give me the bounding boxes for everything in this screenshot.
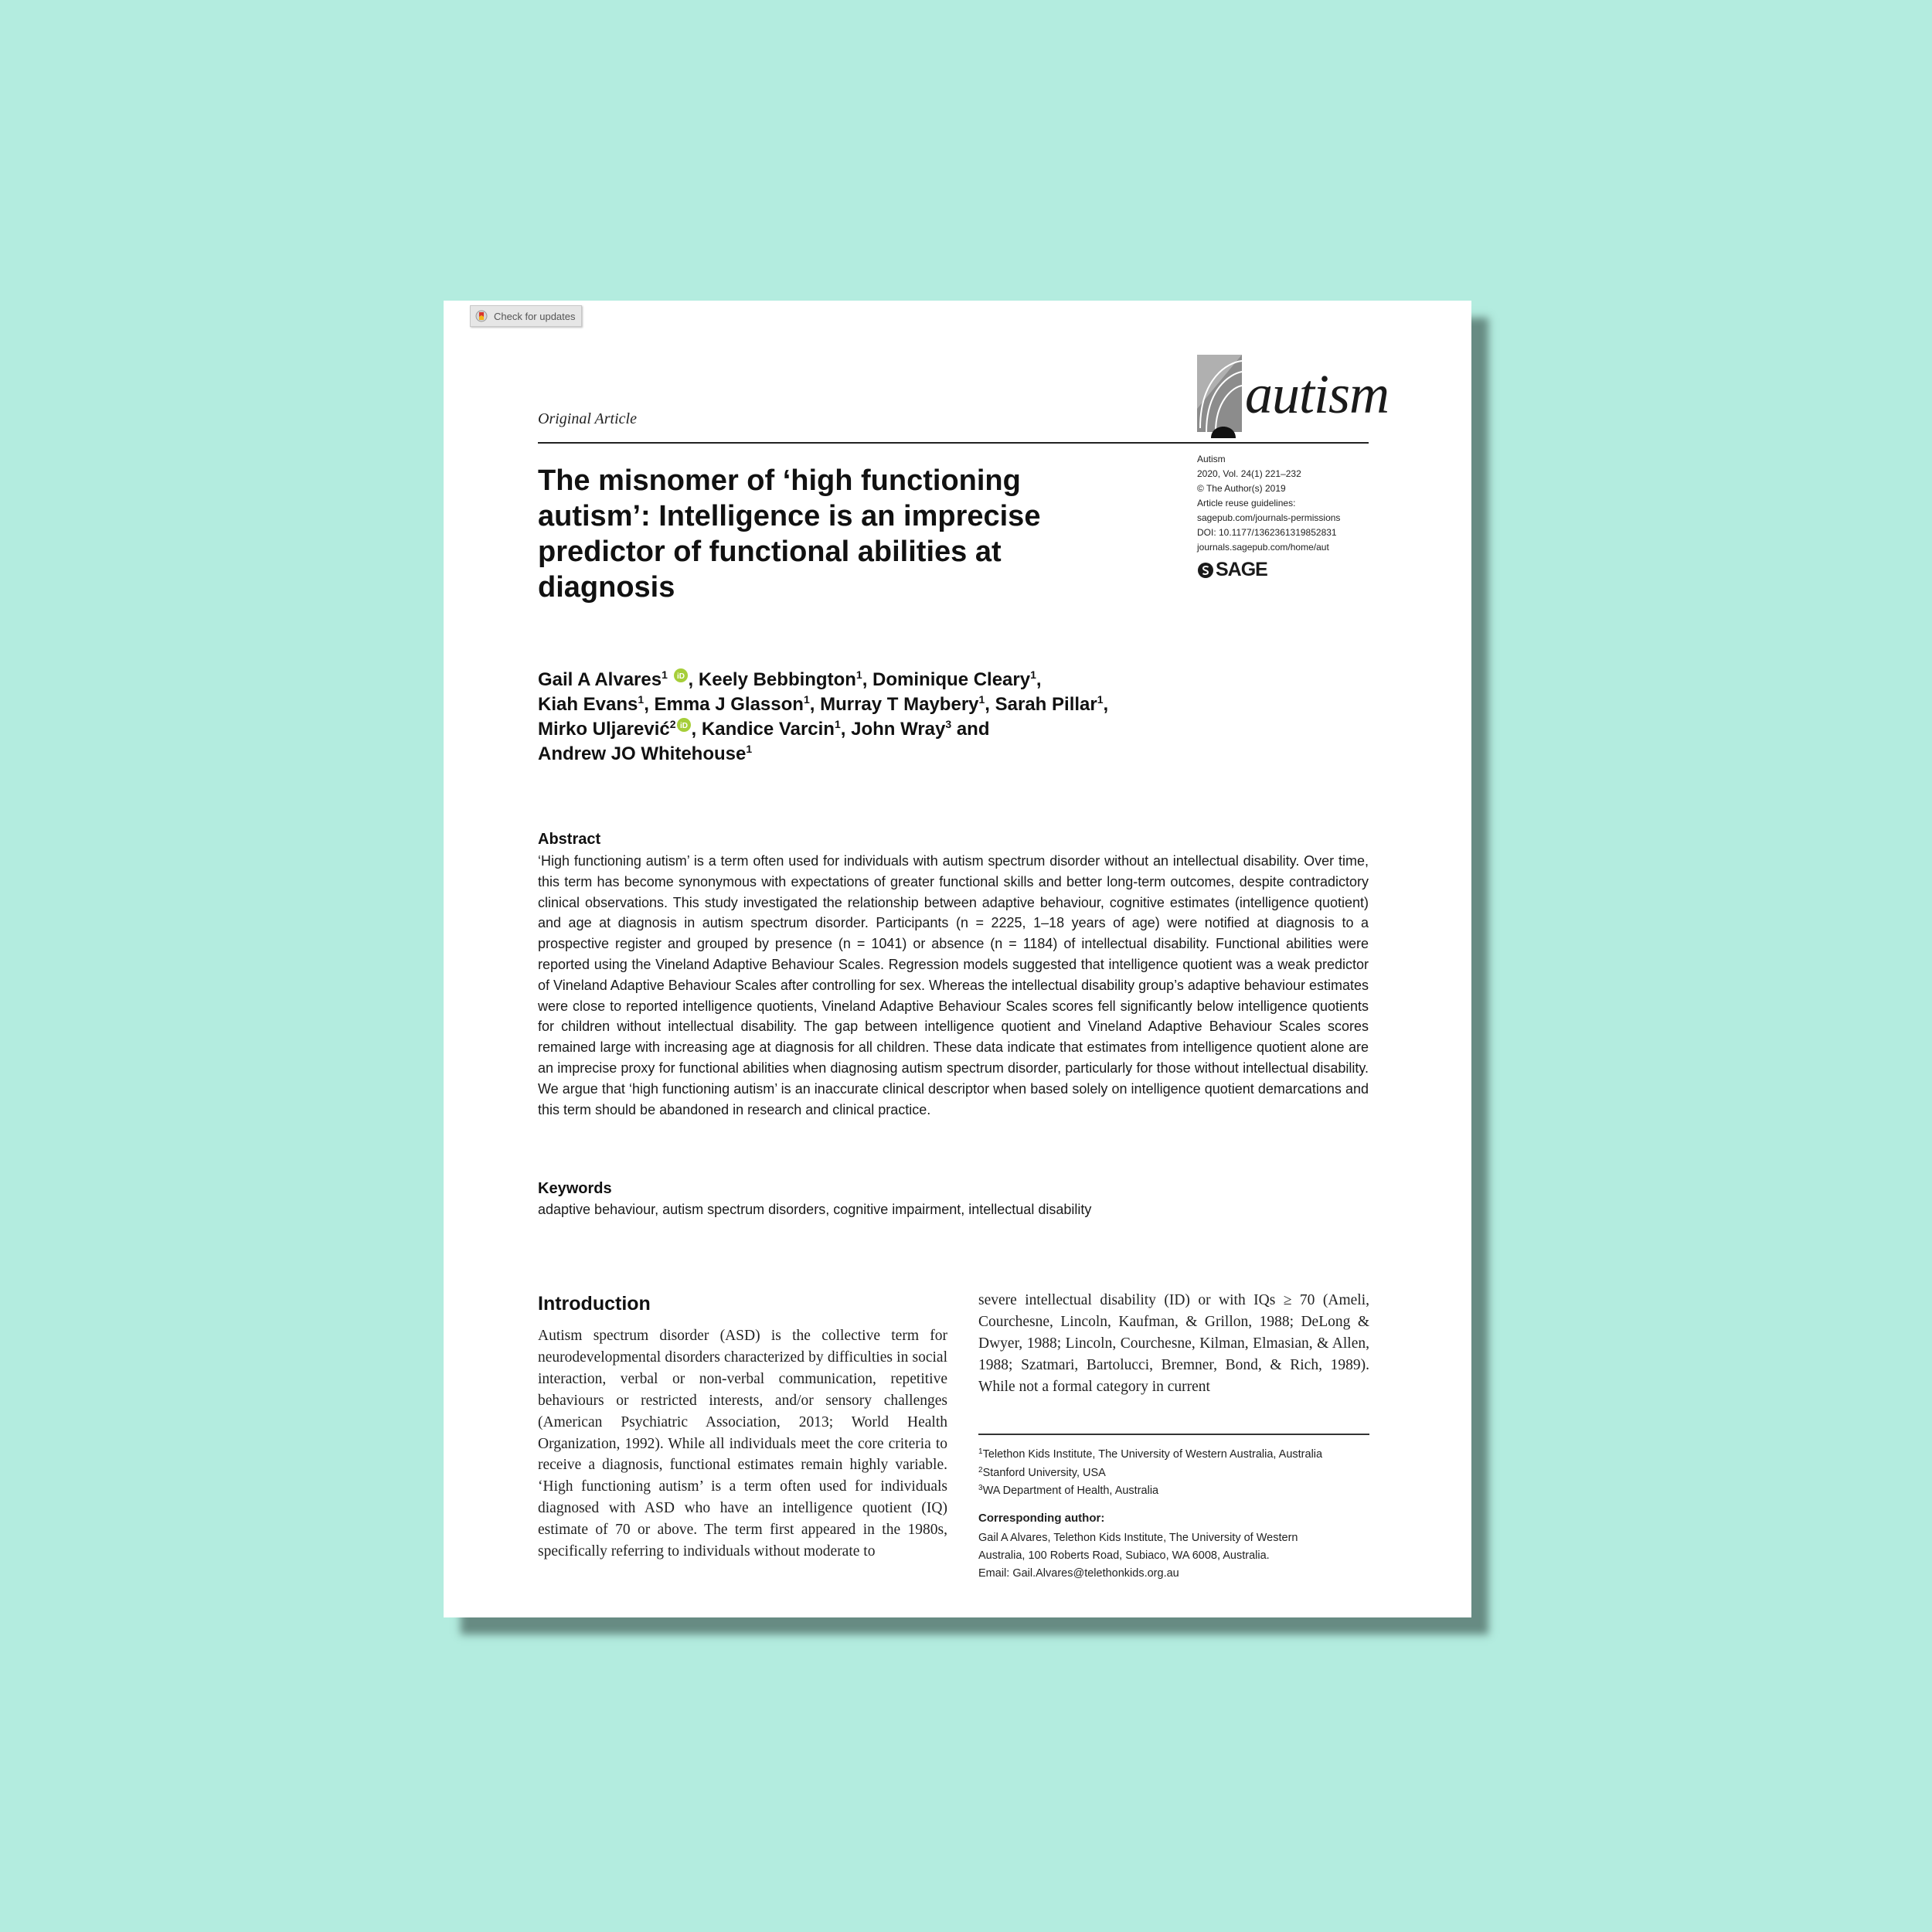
corresponding-author-line: Australia, 100 Roberts Road, Subiaco, WA 6008, Australia. (978, 1549, 1270, 1562)
corresponding-author-heading: Corresponding author: (978, 1512, 1105, 1525)
introduction-column-left: Autism spectrum disorder (ASD) is the collective term for neurodevelopmental disorders characterized by difficulties in social interaction, verbal or non-verbal communication, repetitive behaviours or restricted interests, and/or sensory challenges (American Psychiatric Association, 2013; World Health Organization, 1992). While all individuals meet the core criteria to receive a diagnosis, functional estimates remain highly variable. ‘High functioning autism’ is a term often used for individuals diagnosed with ASD who have an intelligence quotient (IQ) estimate of 70 or above. The term first appeared in the 1980s, specifically referring to individuals without moderate to (538, 1328, 947, 1560)
orcid-icon[interactable] (676, 717, 692, 733)
abstract-heading: Abstract (538, 831, 601, 848)
introduction-column-right: severe intellectual disability (ID) or with IQs ≥ 70 (Ameli, Courchesne, Lincoln, Kaufman, & Grillon, 1988; DeLong & Dwyer, 1988; Lincoln, Courchesne, Kilman, Elmasian, & Allen, 1988; Szatmari, Bartolucci, Bremner, Bond, & Rich, 1989). While not a formal category in current (978, 1292, 1369, 1395)
author-affiliation-mark: 1 (834, 718, 841, 730)
article-type: Original Article (538, 410, 637, 427)
sage-logo-icon (1197, 562, 1214, 579)
permissions-link[interactable]: sagepub.com/journals-permissions (1197, 512, 1341, 523)
author-conjunction: and (956, 719, 990, 740)
corresponding-author-details (978, 1529, 1380, 1583)
affiliation-mark: 1 (978, 1447, 983, 1456)
check-for-updates-label: Check for updates (494, 310, 576, 322)
journal-volume: 2020, Vol. 24(1) 221–232 (1197, 468, 1301, 479)
author-name: Mirko Uljarević (538, 719, 670, 740)
author-affiliation-mark: 3 (945, 718, 952, 730)
affiliation-mark: 2 (978, 1465, 983, 1475)
publisher-name: SAGE (1216, 559, 1267, 580)
corresponding-author-line: Gail A Alvares, Telethon Kids Institute, The University of Western (978, 1532, 1298, 1544)
author-affiliation-mark: 1 (803, 693, 810, 706)
affiliation-item (978, 1482, 1380, 1501)
author-list: Gail A Alvares$^1$ iD , Keely Bebbington$^1$, Dominique Cleary$^1$, Kiah Evans$^1$, Emma J Glasson$^1$, Murray T Maybery$^1$, Sarah Pillar$^1$, Mirko Uljarević$^2$ iD , Kandice Varcin$^1$, John Wray$^3$ and Andrew JO Whitehouse$^1$ (538, 668, 1109, 764)
author-name: Dominique Cleary (872, 669, 1031, 690)
affiliations (978, 1446, 1380, 1501)
author-name: Andrew JO Whitehouse (538, 743, 747, 764)
author-affiliation-mark: 2 (669, 718, 676, 730)
author-name: Keely Bebbington (698, 669, 856, 690)
author-affiliation-mark: 1 (638, 693, 645, 706)
affiliation-text: Stanford University, USA (982, 1466, 1106, 1479)
journal-name: Autism (1197, 454, 1226, 464)
affiliation-item (978, 1464, 1380, 1483)
author-name: Kandice Varcin (701, 719, 835, 740)
affiliation-text: WA Department of Health, Australia (982, 1485, 1159, 1497)
journal-logo-icon (1197, 355, 1242, 438)
keywords-text: adaptive behaviour, autism spectrum disorders, cognitive impairment, intellectual disability (538, 1202, 1092, 1217)
paper-title: The misnomer of ‘high functioning autism’: Intelligence is an imprecise predictor of functional abilities at diagnosis (538, 464, 1041, 604)
crossmark-icon (475, 310, 488, 322)
author-affiliation-mark: 1 (1097, 693, 1104, 706)
author-name: Gail A Alvares (538, 669, 662, 690)
author-name: Kiah Evans (538, 694, 638, 715)
journal-home-link[interactable]: journals.sagepub.com/home/aut (1197, 542, 1329, 553)
author-affiliation-mark: 1 (662, 668, 668, 681)
check-for-updates-button[interactable] (470, 305, 582, 327)
affiliation-text: Telethon Kids Institute, The University of Western Australia, Australia (982, 1448, 1323, 1461)
journal-logo-text: autism (1245, 363, 1389, 425)
reuse-guidelines-label: Article reuse guidelines: (1197, 498, 1296, 509)
affiliation-mark: 3 (978, 1484, 983, 1492)
journal-copyright: © The Author(s) 2019 (1197, 483, 1286, 494)
journal-logo (1197, 355, 1389, 444)
author-affiliation-mark: 1 (978, 693, 985, 706)
author-name: Sarah Pillar (995, 694, 1097, 715)
svg-text:iD: iD (679, 722, 688, 730)
abstract-text: ‘High functioning autism’ is a term often used for individuals with autism spectrum disorder without an intellectual disability. Over time, this term has become synonymous with expectations of greater functional skills and better long-term outcomes, despite contradictory clinical observations. This study investigated the relationship between adaptive behaviour, cognitive estimates (intelligence quotient) and age at diagnosis in autism spectrum disorder. Participants (n = 2225, 1–18 years of age) were notified at diagnosis to a prospective register and grouped by presence (n = 1041) or absence (n = 1184) of intellectual disability. Functional abilities were reported using the Vineland Adaptive Behaviour Scales. Regression models suggested that intelligence quotient was a weak predictor of Vineland Adaptive Behaviour Scales after controlling for sex. Whereas the intellectual disability group’s adaptive behaviour estimates were close to reported intelligence quotients, Vineland Adaptive Behaviour Scales scores fell significantly below intelligence quotients for children without intellectual disability. The gap between intelligence quotient and Vineland Adaptive Behaviour Scales scores remained large with increasing age at diagnosis for all children. These data indicate that estimates from intelligence quotient alone are an imprecise proxy for functional abilities when diagnosing autism spectrum disorder, particularly for those without intellectual disability. We argue that ‘high functioning autism’ is an inaccurate clinical descriptor when based solely on intelligence quotient demarcations and this term should be abandoned in research and clinical practice. (538, 853, 1369, 1117)
author-name: Murray T Maybery (820, 694, 979, 715)
svg-text:iD: iD (676, 672, 685, 681)
author-name: John Wray (851, 719, 946, 740)
introduction-heading: Introduction (538, 1293, 651, 1315)
corresponding-author-email[interactable]: Email: Gail.Alvares@telethonkids.org.au (978, 1567, 1179, 1580)
author-affiliation-mark: 1 (1030, 668, 1036, 681)
header-rule (538, 442, 1369, 444)
publisher-logo (1197, 559, 1267, 581)
orcid-icon[interactable] (673, 668, 689, 683)
author-affiliation-mark: 1 (855, 668, 862, 681)
author-affiliation-mark: 1 (746, 743, 753, 755)
paper-page (444, 301, 1471, 1617)
footnote-rule (978, 1434, 1369, 1435)
affiliation-item (978, 1446, 1380, 1464)
keywords-heading: Keywords (538, 1180, 612, 1197)
author-name: Emma J Glasson (654, 694, 804, 715)
journal-meta (1197, 452, 1383, 555)
doi-link[interactable]: DOI: 10.1177/1362361319852831 (1197, 527, 1337, 538)
